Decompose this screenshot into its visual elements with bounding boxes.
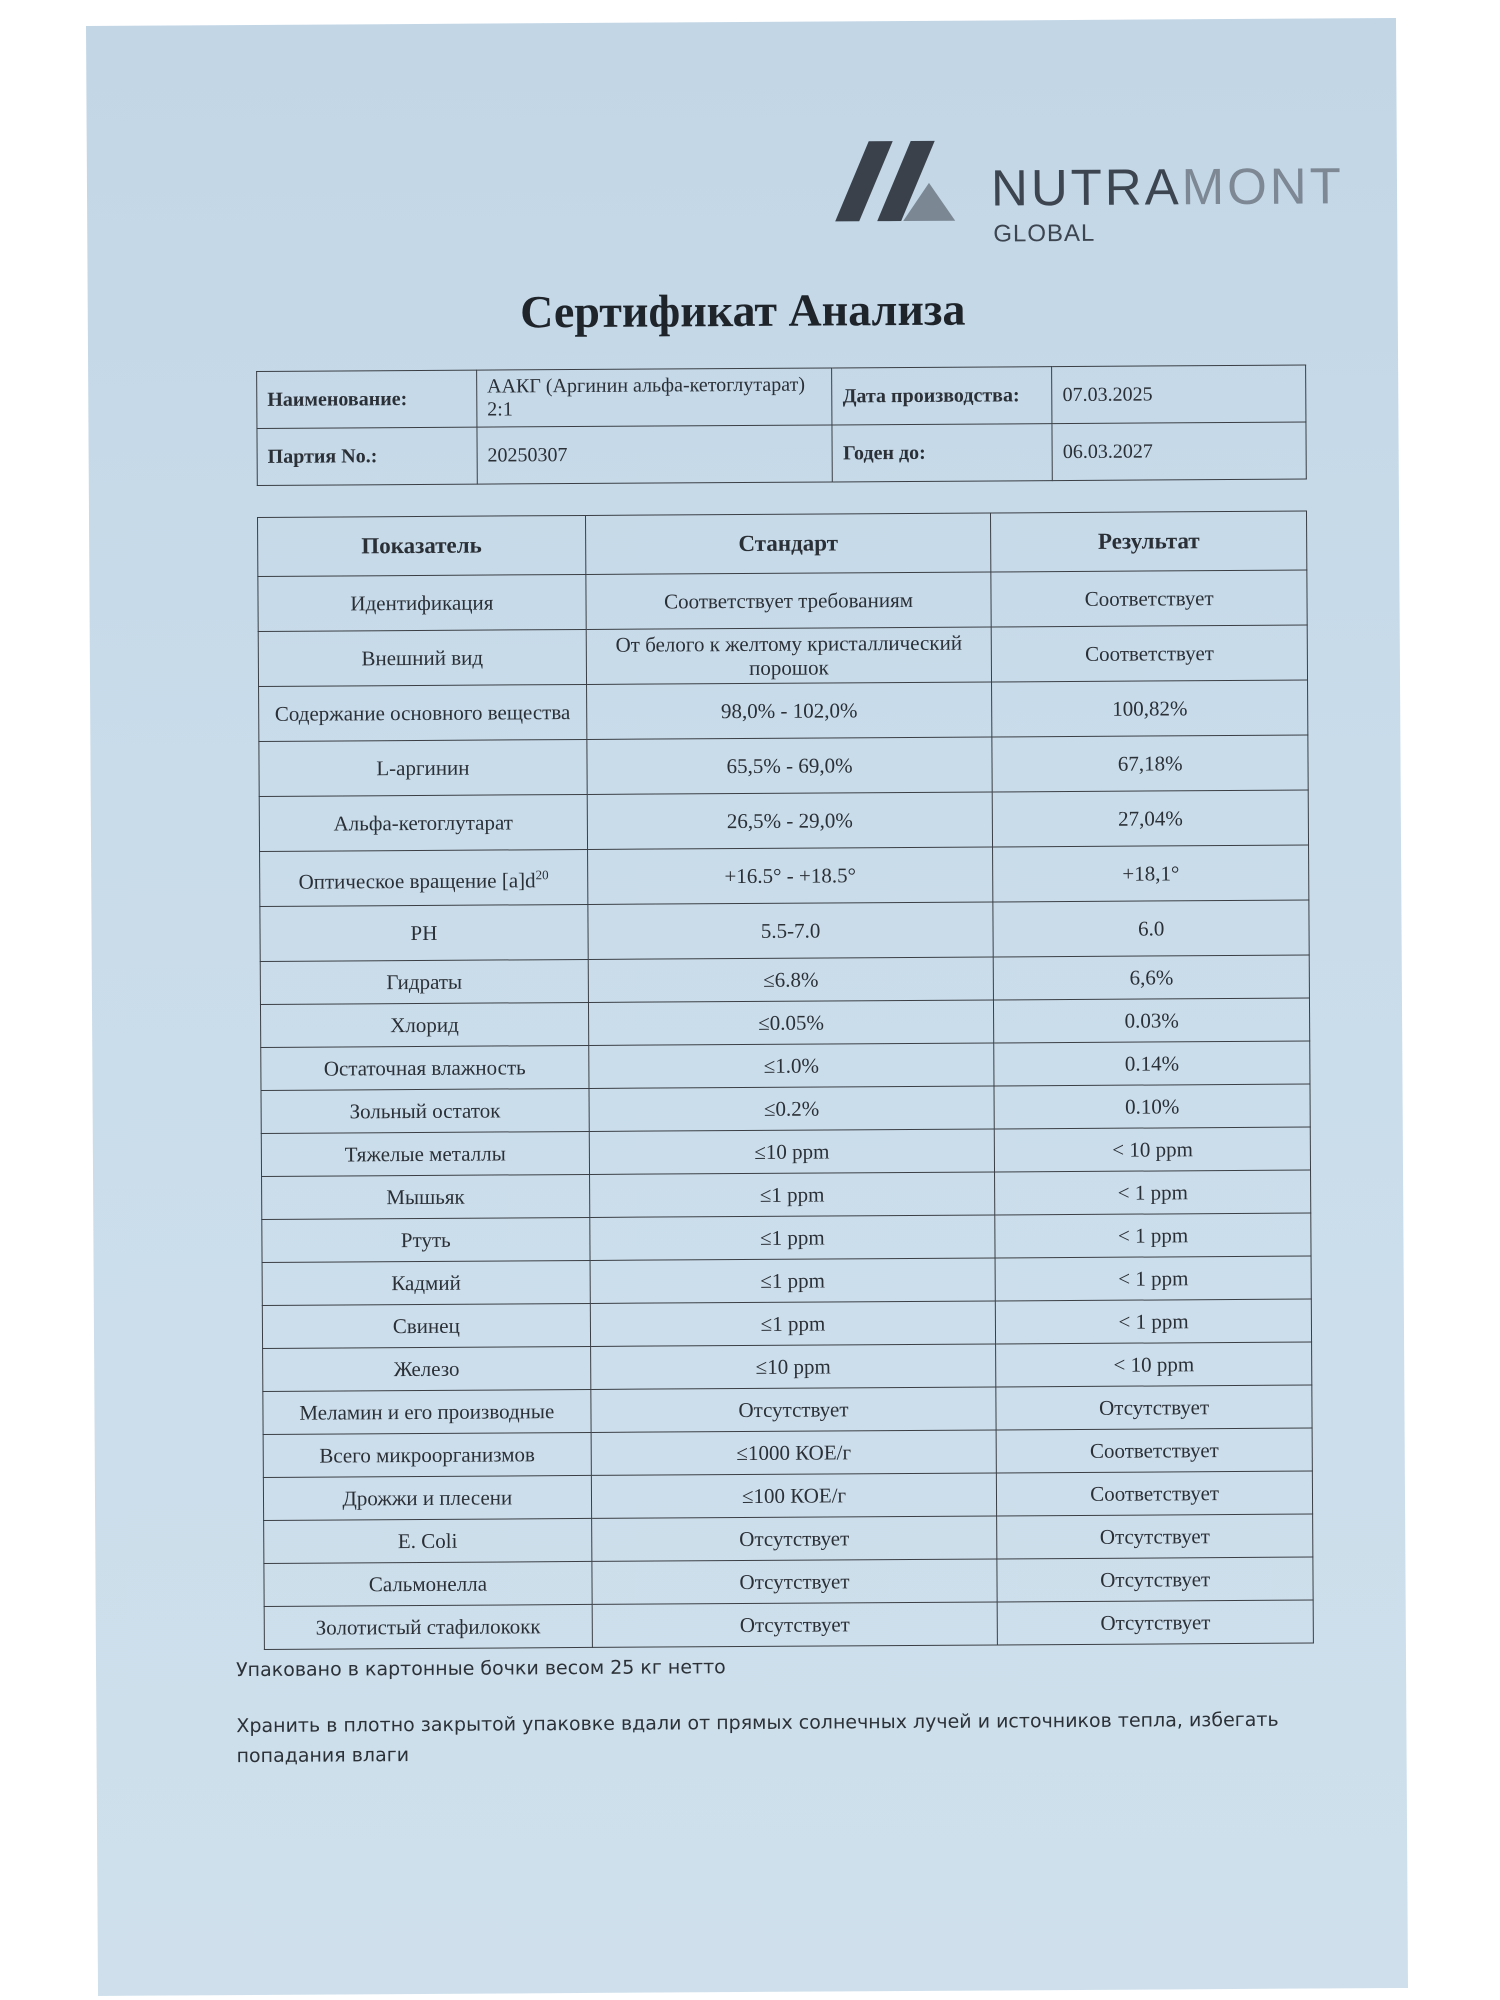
result-cell: 0.14% — [994, 1041, 1310, 1086]
result-cell: 6,6% — [994, 955, 1310, 1000]
parameter-cell: Содержание основного вещества — [259, 684, 587, 741]
table-row — [262, 1170, 1311, 1219]
standard-cell: ≤10 ppm — [589, 1129, 995, 1174]
result-cell: 0.10% — [994, 1084, 1310, 1129]
parameter-cell: Сальмонелла — [264, 1561, 592, 1606]
standard-cell: ≤0.05% — [588, 1000, 994, 1045]
standard-cell: +16.5° - +18.5° — [587, 847, 993, 904]
parameter-cell: Мышьяк — [262, 1174, 590, 1219]
table-row — [264, 1557, 1313, 1606]
parameter-cell: Кадмий — [262, 1260, 590, 1305]
table-row — [259, 735, 1308, 796]
standard-cell: ≤1 ppm — [589, 1172, 995, 1217]
parameter-cell: PH — [260, 904, 588, 961]
table-row — [260, 998, 1309, 1047]
name-label: Наименование: — [257, 370, 477, 428]
optical-rotation-label: Оптическое вращение [a]d — [298, 867, 536, 894]
parameter-cell: Зольный остаток — [261, 1088, 589, 1133]
result-cell: Отсутствует — [997, 1557, 1313, 1602]
table-row — [263, 1342, 1312, 1391]
parameter-cell: Идентификация — [258, 574, 586, 631]
parameter-cell: L-аргинин — [259, 739, 587, 796]
parameter-cell: Свинец — [262, 1303, 590, 1348]
result-cell: < 1 ppm — [995, 1213, 1311, 1258]
table-row — [262, 1299, 1311, 1348]
table-row — [261, 1041, 1310, 1090]
result-cell: Отсутствует — [997, 1514, 1313, 1559]
standard-cell: 26,5% - 29,0% — [587, 792, 993, 849]
standard-cell: Соответствует требованиям — [586, 572, 992, 629]
production-date-value: 07.03.2025 — [1052, 365, 1306, 424]
analysis-table — [257, 511, 1314, 1650]
brand-name-light: MONT — [1181, 157, 1344, 216]
result-cell: Соответствует — [991, 625, 1307, 682]
standard-cell: 65,5% - 69,0% — [587, 737, 993, 794]
product-info-row — [257, 365, 1306, 428]
parameter-cell: E. Coli — [264, 1518, 592, 1563]
parameter-cell: Гидраты — [260, 959, 588, 1004]
column-header-parameter: Показатель — [258, 515, 586, 576]
standard-cell: Отсутствует — [591, 1516, 997, 1561]
parameter-cell: Внешний вид — [258, 629, 586, 686]
parameter-cell: Альфа-кетоглутарат — [259, 794, 587, 851]
company-logo — [829, 135, 1344, 256]
parameter-cell: Железо — [263, 1346, 591, 1391]
result-cell: 0.03% — [994, 998, 1310, 1043]
production-date-label: Дата производства: — [832, 367, 1052, 425]
brand-name-dark: NUTRA — [990, 158, 1182, 217]
result-cell: < 10 ppm — [995, 1127, 1311, 1172]
batch-value: 20250307 — [477, 425, 833, 484]
table-row — [259, 790, 1308, 851]
standard-cell: ≤100 КОЕ/г — [591, 1473, 997, 1518]
table-row — [263, 1385, 1312, 1434]
table-row — [259, 680, 1308, 741]
standard-cell: ≤1 ppm — [590, 1301, 996, 1346]
result-cell: 67,18% — [992, 735, 1308, 792]
standard-cell: Отсутствует — [591, 1387, 997, 1432]
optical-rotation-superscript: 20 — [535, 866, 549, 882]
result-cell: < 10 ppm — [996, 1342, 1312, 1387]
parameter-cell — [260, 849, 588, 906]
expiry-value: 06.03.2027 — [1052, 422, 1306, 481]
standard-cell: ≤1.0% — [588, 1043, 994, 1088]
storage-note: Хранить в плотно закрытой упаковке вдали от прямых солнечных лучей и источников тепла, избегать попадания влаги — [236, 1708, 1279, 1768]
standard-cell: ≤1 ppm — [590, 1215, 996, 1260]
standard-cell: 5.5-7.0 — [588, 902, 994, 959]
product-info-row — [257, 422, 1306, 485]
table-row — [258, 625, 1307, 686]
table-row — [262, 1256, 1311, 1305]
parameter-cell: Хлорид — [260, 1002, 588, 1047]
parameter-cell: Золотистый стафилококк — [264, 1604, 592, 1649]
result-cell: +18,1° — [993, 845, 1309, 902]
parameter-cell: Остаточная влажность — [261, 1045, 589, 1090]
document-title: Сертификат Анализа — [519, 283, 966, 338]
result-cell: Соответствует — [996, 1428, 1312, 1473]
standard-cell: От белого к желтому кристаллический порошок — [586, 627, 992, 684]
logo-mark-icon — [829, 137, 980, 238]
table-row — [263, 1428, 1312, 1477]
standard-cell: ≤1 ppm — [590, 1258, 996, 1303]
standard-cell: Отсутствует — [592, 1602, 998, 1647]
expiry-label: Годен до: — [832, 424, 1052, 482]
result-cell: Отсутствует — [996, 1385, 1312, 1430]
result-cell: 100,82% — [992, 680, 1308, 737]
table-row — [264, 1600, 1313, 1649]
table-row — [264, 1514, 1313, 1563]
standard-cell: 98,0% - 102,0% — [586, 682, 992, 739]
brand-name — [991, 156, 1344, 217]
parameter-cell: Дрожжи и плесени — [263, 1475, 591, 1520]
certificate-sheet — [86, 18, 1408, 1996]
result-cell: 6.0 — [993, 900, 1309, 957]
brand-subtitle: GLOBAL — [993, 219, 1096, 248]
standard-cell: ≤6.8% — [588, 957, 994, 1002]
result-cell: 27,04% — [992, 790, 1308, 847]
result-cell: Соответствует — [991, 570, 1307, 627]
packing-note: Упаковано в картонные бочки весом 25 кг нетто — [235, 1656, 726, 1682]
result-cell: Отсутствует — [997, 1600, 1313, 1645]
result-cell: Соответствует — [997, 1471, 1313, 1516]
column-header-result: Результат — [991, 511, 1307, 572]
standard-cell: ≤0.2% — [589, 1086, 995, 1131]
parameter-cell: Всего микроорганизмов — [263, 1432, 591, 1477]
table-row — [261, 1127, 1310, 1176]
table-row — [260, 900, 1309, 961]
result-cell: < 1 ppm — [995, 1256, 1311, 1301]
table-row — [262, 1213, 1311, 1262]
analysis-header-row — [258, 511, 1307, 576]
table-row — [260, 845, 1309, 906]
column-header-standard: Стандарт — [585, 513, 991, 574]
parameter-cell: Меламин и его производные — [263, 1389, 591, 1434]
standard-cell: ≤10 ppm — [590, 1344, 996, 1389]
result-cell: < 1 ppm — [995, 1170, 1311, 1215]
batch-label: Партия No.: — [257, 427, 477, 485]
parameter-cell: Ртуть — [262, 1217, 590, 1262]
result-cell: < 1 ppm — [996, 1299, 1312, 1344]
table-row — [263, 1471, 1312, 1520]
table-row — [258, 570, 1307, 631]
standard-cell: ≤1000 КОЕ/г — [591, 1430, 997, 1475]
table-row — [261, 1084, 1310, 1133]
table-row — [260, 955, 1309, 1004]
product-info-table — [256, 365, 1307, 486]
name-value: ААКГ (Аргинин альфа-кетоглутарат) 2:1 — [476, 368, 832, 427]
parameter-cell: Тяжелые металлы — [261, 1131, 589, 1176]
standard-cell: Отсутствует — [592, 1559, 998, 1604]
